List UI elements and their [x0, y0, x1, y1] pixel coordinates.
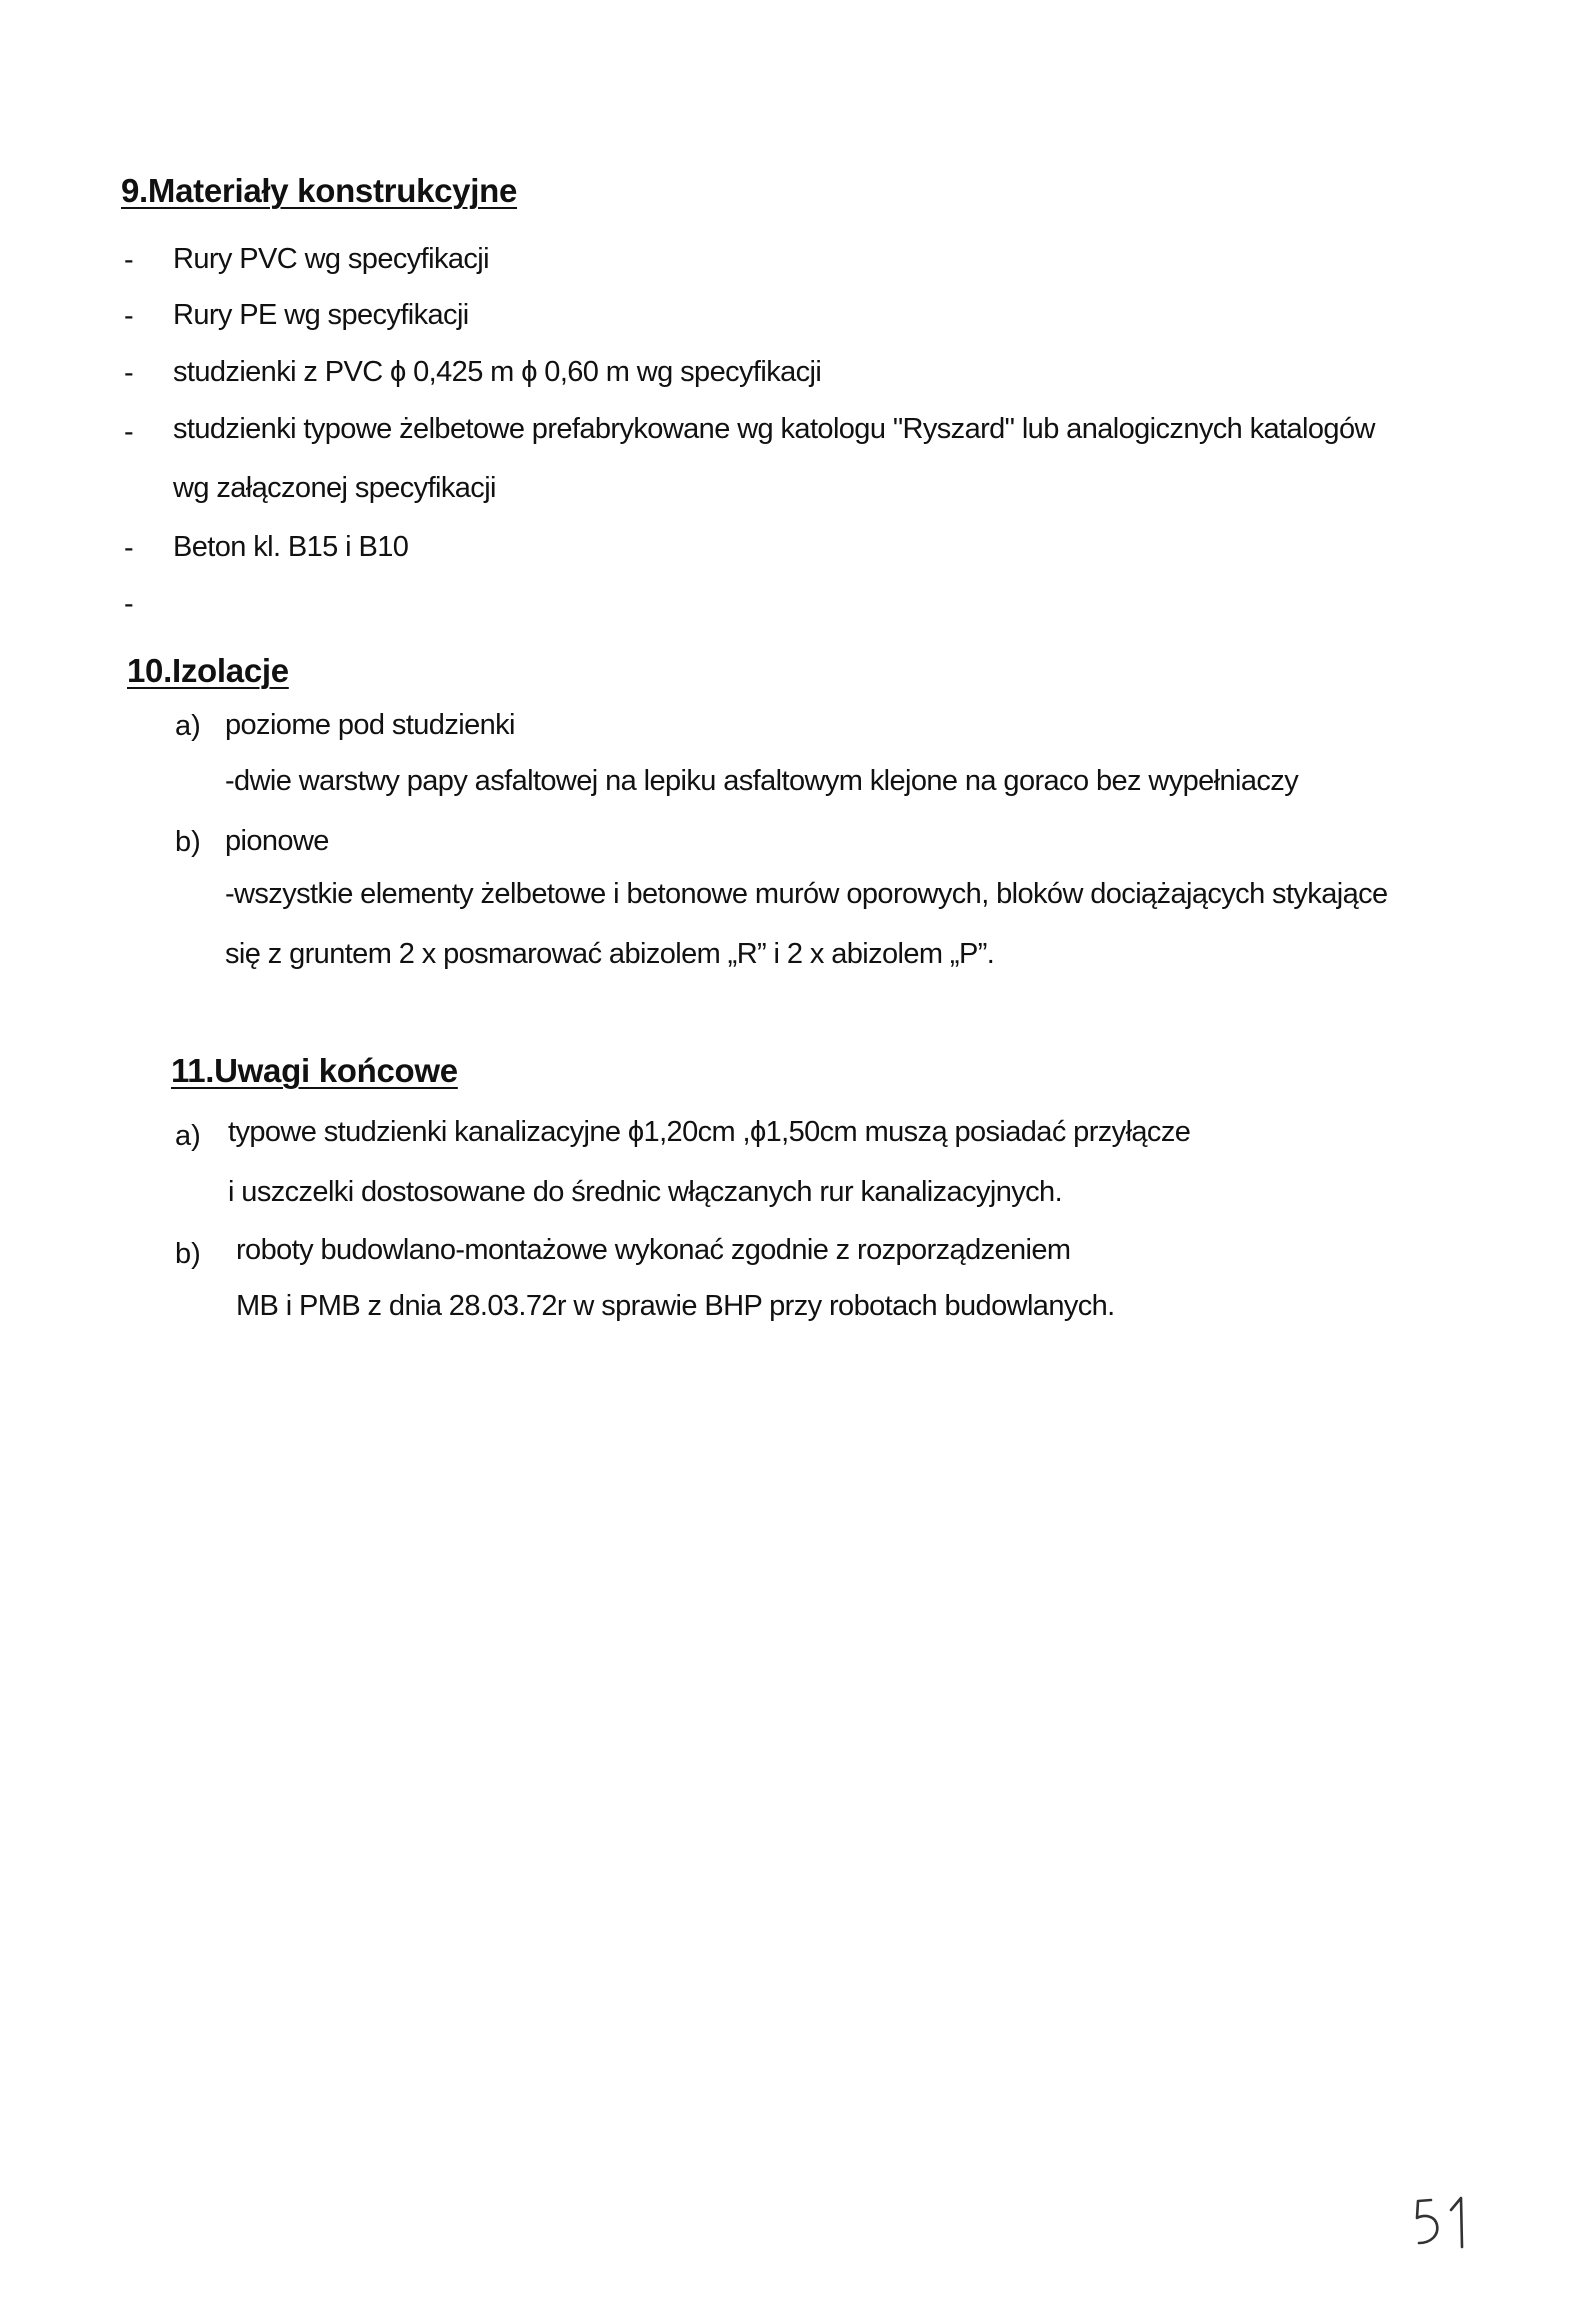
section-9-heading: 9.Materiały konstrukcyjne	[121, 172, 518, 209]
list-item: studzienki z PVC ϕ 0,425 m ϕ 0,60 m wg specyfikacji	[173, 356, 822, 388]
item-marker-a: a)	[175, 710, 201, 742]
list-item-continuation: wg załączonej specyfikacji	[173, 472, 496, 504]
bullet-dash: -	[124, 244, 134, 276]
list-item-text: -wszystkie elementy żelbetowe i betonowe murów oporowych, bloków dociążających stykające	[225, 878, 1388, 910]
bullet-dash: -	[124, 357, 134, 389]
list-item-text: i uszczelki dostosowane do średnic włączanych rur kanalizacyjnych.	[228, 1176, 1063, 1208]
bullet-dash: -	[124, 416, 134, 448]
item-marker-b: b)	[175, 1238, 201, 1270]
list-item: Beton kl. B15 i B10	[173, 531, 409, 563]
item-marker-a: a)	[175, 1120, 201, 1152]
bullet-dash: -	[124, 300, 134, 332]
bullet-dash: -	[124, 532, 134, 564]
list-item-text: typowe studzienki kanalizacyjne ϕ1,20cm ,ϕ1,50cm muszą posiadać przyłącze	[228, 1116, 1191, 1148]
list-item-text: się z gruntem 2 x posmarować abizolem „R” i 2 x abizolem „P”.	[225, 938, 995, 970]
list-item-text: MB i PMB z dnia 28.03.72r w sprawie BHP przy robotach budowlanych.	[236, 1290, 1115, 1322]
section-10-heading: 10.Izolacje	[127, 652, 289, 689]
list-item-text: roboty budowlano-montażowe wykonać zgodnie z rozporządzeniem	[236, 1234, 1071, 1266]
list-item-text: -dwie warstwy papy asfaltowej na lepiku asfaltowym klejone na goraco bez wypełniaczy	[225, 765, 1299, 797]
section-11-heading: 11.Uwagi końcowe	[171, 1052, 458, 1089]
list-item: studzienki typowe żelbetowe prefabrykowane wg katologu "Ryszard" lub analogicznych katalogów	[173, 413, 1375, 445]
list-item-title: poziome pod studzienki	[225, 709, 515, 741]
list-item-title: pionowe	[225, 825, 329, 857]
bullet-dash: -	[124, 588, 134, 620]
list-item: Rury PVC wg specyfikacji	[173, 243, 489, 275]
item-marker-b: b)	[175, 826, 201, 858]
list-item: Rury PE wg specyfikacji	[173, 299, 469, 331]
handwritten-page-number	[1409, 2192, 1479, 2252]
